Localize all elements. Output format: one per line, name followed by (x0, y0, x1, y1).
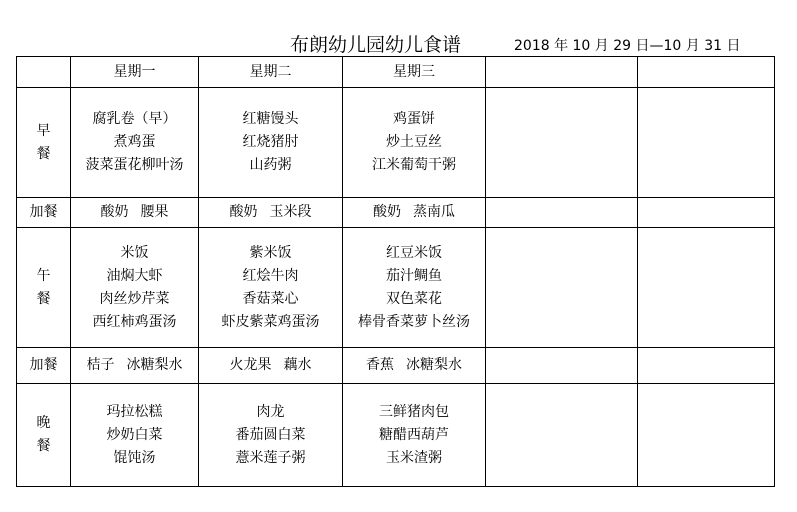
menu-cell: 香蕉 冰糖梨水 (343, 348, 486, 384)
menu-cell (486, 198, 638, 228)
dinner-row (17, 384, 775, 487)
date-range: 2018 年 10 月 29 日—10 月 31 日 (514, 38, 741, 54)
day-header (486, 57, 638, 88)
snack2-row (17, 348, 775, 384)
menu-cell: 米饭 油焖大虾 肉丝炒芹菜 西红柿鸡蛋汤 (71, 228, 199, 348)
menu-cell: 肉龙 番茄圆白菜 薏米莲子粥 (199, 384, 343, 487)
day-header: 星期二 (199, 57, 343, 88)
menu-cell: 三鲜猪肉包 糖醋西葫芦 玉米渣粥 (343, 384, 486, 487)
menu-cell: 鸡蛋饼 炒土豆丝 江米葡萄干粥 (343, 88, 486, 198)
breakfast-row (17, 88, 775, 198)
menu-cell (638, 228, 775, 348)
menu-cell: 红豆米饭 茄汁鲷鱼 双色菜花 棒骨香菜萝卜丝汤 (343, 228, 486, 348)
menu-cell (486, 384, 638, 487)
menu-cell: 酸奶 腰果 (71, 198, 199, 228)
menu-cell: 腐乳卷（早） 煮鸡蛋 菠菜蛋花柳叶汤 (71, 88, 199, 198)
menu-cell (638, 384, 775, 487)
menu-table (16, 56, 775, 487)
menu-cell (638, 348, 775, 384)
lunch-row (17, 228, 775, 348)
day-header (638, 57, 775, 88)
menu-cell: 火龙果 藕水 (199, 348, 343, 384)
menu-cell (638, 198, 775, 228)
menu-cell (638, 88, 775, 198)
menu-cell: 桔子 冰糖梨水 (71, 348, 199, 384)
menu-cell: 红糖馒头 红烧猪肘 山药粥 (199, 88, 343, 198)
menu-cell: 酸奶 蒸南瓜 (343, 198, 486, 228)
menu-cell: 酸奶 玉米段 (199, 198, 343, 228)
lunch-label: 午 餐 (17, 228, 71, 348)
snack1-row (17, 198, 775, 228)
menu-cell (486, 88, 638, 198)
snack2-label: 加餐 (17, 348, 71, 384)
menu-cell: 玛拉松糕 炒奶白菜 馄饨汤 (71, 384, 199, 487)
day-header: 星期三 (343, 57, 486, 88)
menu-cell (486, 348, 638, 384)
page-title: 布朗幼儿园幼儿食谱 (290, 34, 462, 56)
menu-cell: 紫米饭 红烩牛肉 香菇菜心 虾皮紫菜鸡蛋汤 (199, 228, 343, 348)
corner-cell (17, 57, 71, 88)
snack1-label: 加餐 (17, 198, 71, 228)
dinner-label: 晚 餐 (17, 384, 71, 487)
header-row (17, 57, 775, 88)
day-header: 星期一 (71, 57, 199, 88)
menu-cell (486, 228, 638, 348)
breakfast-label: 早 餐 (17, 88, 71, 198)
